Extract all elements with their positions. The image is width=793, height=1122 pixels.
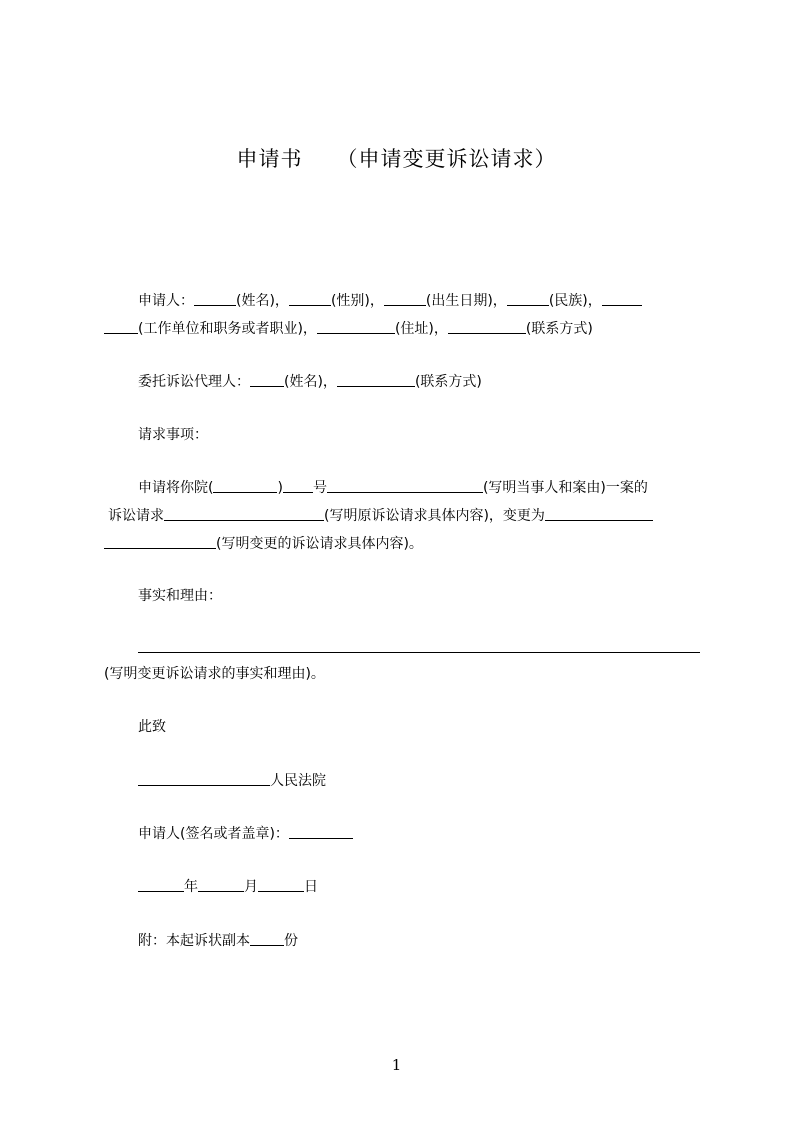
attachment-prefix: 附：本起诉状副本 xyxy=(138,933,250,949)
blank-line xyxy=(250,931,284,946)
page-number: 1 xyxy=(391,1056,402,1074)
applicant-name-hint: (姓名)， xyxy=(236,293,289,309)
blank-line xyxy=(337,372,415,387)
request-text: 诉讼请求 xyxy=(108,508,164,524)
blank-line xyxy=(104,534,216,549)
blank-line xyxy=(194,291,236,306)
attachment-line xyxy=(104,927,734,955)
applicant-birth-hint: (出生日期)， xyxy=(425,293,507,309)
facts-heading: 事实和理由： xyxy=(138,588,222,604)
applicant-paragraph-cont xyxy=(104,315,700,343)
request-text: (写明原诉讼请求具体内容)，变更为 xyxy=(324,508,545,524)
court-line xyxy=(104,767,734,795)
blank-line xyxy=(602,291,642,306)
blank-line xyxy=(545,506,653,521)
blank-line xyxy=(327,478,483,493)
blank-line xyxy=(198,877,244,892)
signature-line xyxy=(104,820,734,848)
blank-line xyxy=(283,478,313,493)
date-line xyxy=(104,873,734,901)
closing: 此致 xyxy=(138,719,166,735)
agent-paragraph xyxy=(104,368,734,396)
signature-label: 申请人(签名或者盖章)： xyxy=(138,826,289,842)
blank-line xyxy=(164,506,324,521)
applicant-contact-hint: (联系方式) xyxy=(525,321,593,337)
blank-line xyxy=(250,372,284,387)
date-day: 日 xyxy=(304,879,318,895)
blank-line xyxy=(138,877,184,892)
request-text: ) xyxy=(277,480,283,496)
request-text: 申请将你院( xyxy=(138,480,214,496)
attachment-suffix: 份 xyxy=(284,933,298,949)
applicant-paragraph xyxy=(104,287,734,315)
blank-line xyxy=(138,771,270,786)
blank-line xyxy=(289,291,331,306)
blank-line xyxy=(448,319,526,334)
blank-line xyxy=(289,824,353,839)
request-paragraph-cont2 xyxy=(104,530,700,558)
court-suffix: 人民法院 xyxy=(270,773,326,789)
blank-line xyxy=(104,319,138,334)
date-year: 年 xyxy=(184,879,198,895)
facts-note: (写明变更诉讼请求的事实和理由)。 xyxy=(104,666,325,682)
agent-contact-hint: (联系方式) xyxy=(414,374,482,390)
blank-line xyxy=(384,291,426,306)
title-main: 申请书 xyxy=(236,147,303,171)
applicant-gender-hint: (性别)， xyxy=(330,293,384,309)
blank-line xyxy=(507,291,549,306)
applicant-label: 申请人： xyxy=(138,293,194,309)
date-month: 月 xyxy=(244,879,258,895)
request-paragraph xyxy=(104,474,734,502)
applicant-work-hint: (工作单位和职务或者职业)， xyxy=(138,321,317,337)
agent-name-hint: (姓名)， xyxy=(284,374,337,390)
applicant-address-hint: (住址)， xyxy=(394,321,448,337)
request-text: 号 xyxy=(312,480,327,496)
request-paragraph-cont xyxy=(108,502,704,530)
title-sub: （申请变更诉讼请求） xyxy=(336,147,557,171)
applicant-ethnicity-hint: (民族)， xyxy=(548,293,602,309)
request-text: (写明变更的诉讼请求具体内容)。 xyxy=(216,536,423,552)
request-text: (写明当事人和案由)一案的 xyxy=(482,480,648,496)
facts-blank-line xyxy=(138,652,700,653)
request-heading: 请求事项： xyxy=(138,427,208,443)
agent-label: 委托诉讼代理人： xyxy=(138,374,250,390)
blank-line xyxy=(317,319,395,334)
blank-line xyxy=(258,877,304,892)
document-title xyxy=(0,143,793,173)
blank-line xyxy=(213,478,277,493)
